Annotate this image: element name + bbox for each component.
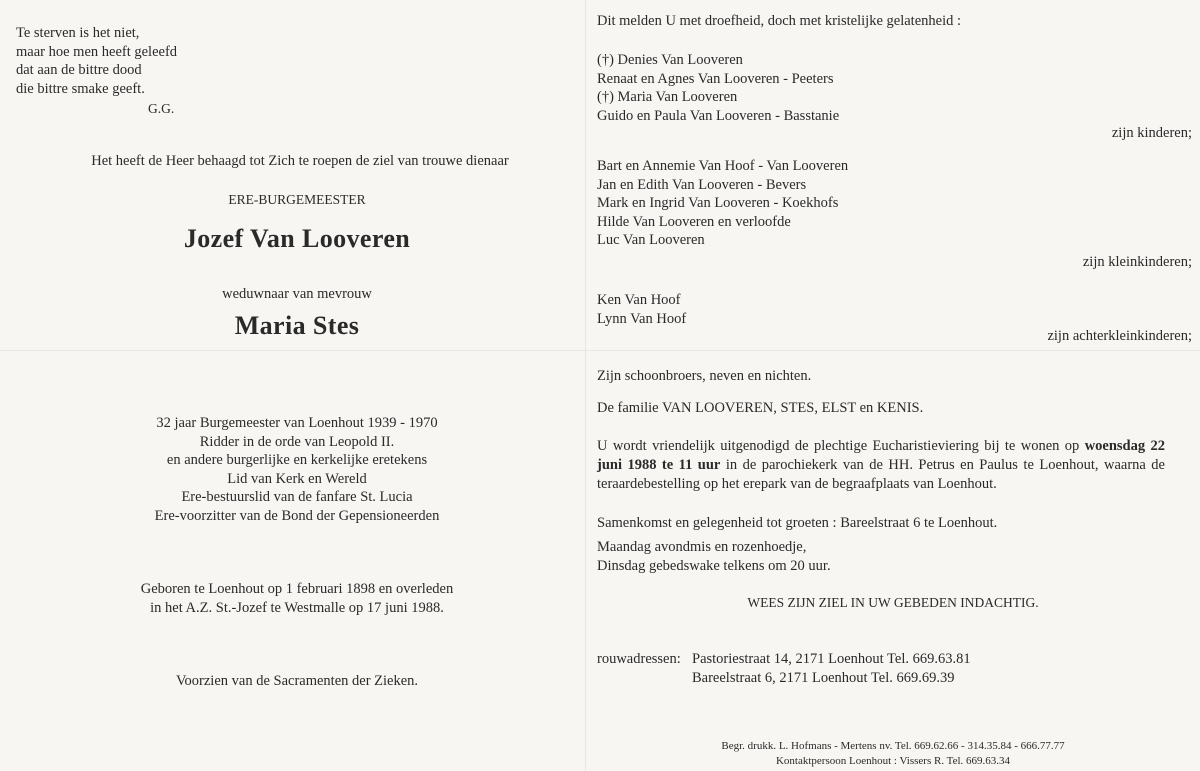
- honor-line: en andere burgerlijke en kerkelijke eretekens: [166, 452, 428, 468]
- poem-line: die bittre smake geeft.: [16, 80, 145, 97]
- in-laws-text: Zijn schoonbroers, neven en nichten.: [597, 368, 812, 384]
- sacraments-text: Voorzien van de Sacramenten der Zieken.: [175, 673, 419, 689]
- grandchild-item: Luc Van Looveren: [597, 232, 705, 248]
- widower-text: weduwnaar van mevrouw: [222, 286, 372, 302]
- gathering-text: Samenkomst en gelegenheid tot groeten : Bareelstraat 6 te Loenhout.: [597, 515, 998, 531]
- printer-info: Begr. drukk. L. Hofmans - Mertens nv. Tel. 669.62.66 - 314.35.84 - 666.77.77: [721, 740, 1065, 752]
- grandchild-item: Bart en Annemie Van Hoof - Van Looveren: [597, 158, 849, 174]
- birth-death-line: Geboren te Loenhout op 1 februari 1898 en overleden: [140, 581, 454, 597]
- grandchildren-label: zijn kleinkinderen;: [1082, 254, 1192, 270]
- prayer-text: WEES ZIJN ZIEL IN UW GEBEDEN INDACHTIG.: [747, 595, 1039, 610]
- poem-signature: G.G.: [148, 101, 175, 116]
- children-label: zijn kinderen;: [1111, 125, 1192, 141]
- poem-line: maar hoe men heeft geleefd: [16, 43, 178, 60]
- contact-info: Kontaktpersoon Loenhout : Vissers R. Tel. 669.63.34: [775, 755, 1011, 767]
- address-line: Pastoriestraat 14, 2171 Loenhout Tel. 669.63.81: [692, 651, 971, 667]
- birth-death: [0, 580, 594, 617]
- honor-line: Ridder in de orde van Leopold II.: [199, 433, 395, 450]
- child-item: Renaat en Agnes Van Looveren - Peeters: [597, 70, 834, 87]
- child-item: Guido en Paula Van Looveren - Basstanie: [597, 107, 840, 124]
- honor-line: Lid van Kerk en Wereld: [227, 470, 367, 487]
- fold-line-vertical: [585, 0, 586, 771]
- honor-line: Ere-voorzitter van de Bond der Gepensioneerden: [154, 507, 440, 524]
- children-list: [597, 51, 839, 125]
- great-grandchild-item: Ken Van Hoof: [597, 292, 681, 308]
- grandchild-item: Mark en Ingrid Van Looveren - Koekhofs: [597, 195, 839, 211]
- honor-line: Ere-bestuurslid van de fanfare St. Lucia: [181, 489, 413, 505]
- deceased-name: Jozef Van Looveren: [183, 224, 411, 253]
- great-grandchildren-label: zijn achterkleinkinderen;: [1047, 328, 1192, 344]
- intro-text: Het heeft de Heer behaagd tot Zich te roepen de ziel van trouwe dienaar: [91, 153, 509, 169]
- grandchild-item: Hilde Van Looveren en verloofde: [597, 213, 791, 230]
- vigil-line: Dinsdag gebedswake telkens om 20 uur.: [597, 557, 831, 574]
- invitation-text: [597, 437, 1165, 494]
- great-grandchild-item: Lynn Van Hoof: [597, 310, 687, 327]
- invitation-intro: U wordt vriendelijk uitgenodigd de plechtige Eucharistieviering bij te wonen op: [597, 438, 1080, 454]
- birth-death-line: in het A.Z. St.-Jozef te Westmalle op 17 juni 1988.: [150, 599, 444, 616]
- addresses-list: [692, 650, 971, 687]
- poem-line: Te sterven is het niet,: [16, 25, 140, 41]
- family-text: De familie VAN LOOVEREN, STES, ELST en KENIS.: [597, 400, 924, 416]
- poem-line: dat aan de bittre dood: [16, 62, 142, 78]
- poem: [16, 24, 177, 98]
- title-text: ERE-BURGEMEESTER: [228, 192, 366, 207]
- vigil-line: Maandag avondmis en rozenhoedje,: [597, 539, 807, 555]
- spouse-name: Maria Stes: [234, 311, 360, 340]
- honor-line: 32 jaar Burgemeester van Loenhout 1939 - 1970: [156, 415, 438, 431]
- addresses-label: rouwadressen:: [597, 651, 681, 667]
- announce-text: Dit melden U met droefheid, doch met kristelijke gelatenheid :: [597, 13, 962, 29]
- honors-list: [0, 414, 594, 525]
- grandchild-item: Jan en Edith Van Looveren - Bevers: [597, 176, 807, 193]
- vigil-text: [597, 538, 831, 575]
- child-item: (†) Maria Van Looveren: [597, 89, 738, 105]
- invitation-details: in de parochiekerk van de HH. Petrus en Paulus te Loenhout, waarna de teraardebestelling op het erepark van de begraafplaats van Loenhout.: [597, 457, 1165, 492]
- ceremony-datetime: woensdag 22 juni 1988 te 11 uur: [597, 438, 1166, 473]
- fold-line-horizontal: [0, 350, 1200, 351]
- address-line: Bareelstraat 6, 2171 Loenhout Tel. 669.69.39: [692, 669, 955, 686]
- great-grandchildren-list: [597, 291, 686, 328]
- grandchildren-list: [597, 157, 848, 250]
- child-item: (†) Denies Van Looveren: [597, 52, 743, 68]
